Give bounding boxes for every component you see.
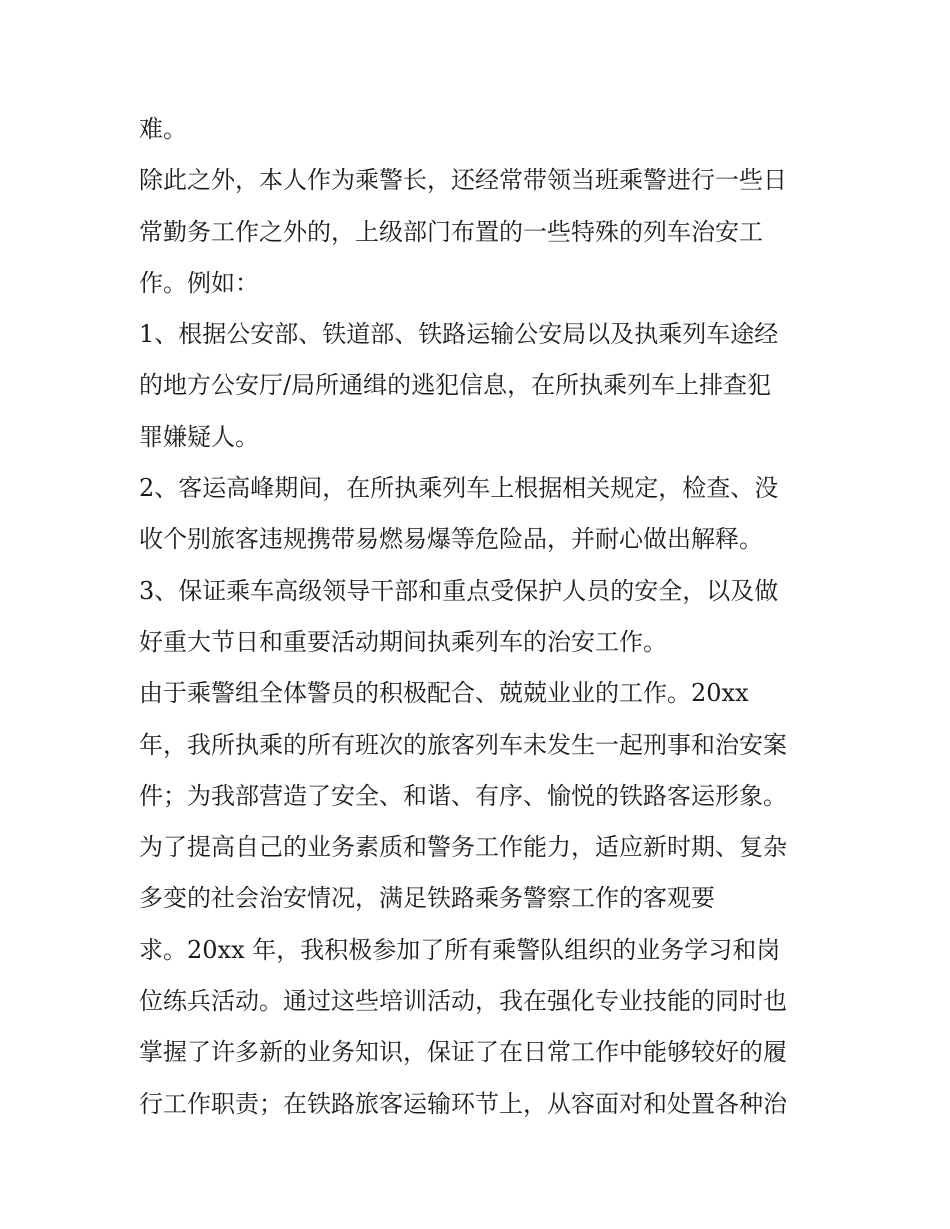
- text-line: 1、根据公安部、铁道部、铁路运输公安局以及执乘列车途经: [139, 320, 779, 349]
- text-line: 的地方公安厅/局所通缉的逃犯信息，在所执乘列车上排查犯: [139, 371, 772, 400]
- text-line: 除此之外，本人作为乘警长，还经常带领当班乘警进行一些日: [139, 166, 787, 195]
- text-line: 好重大节日和重要活动期间执乘列车的治安工作。: [139, 627, 667, 656]
- text-line: 位练兵活动。通过这些培训活动，我在强化专业技能的同时也: [139, 987, 787, 1016]
- text-line: 件；为我部营造了安全、和谐、有序、愉悦的铁路客运形象。: [139, 781, 787, 810]
- text-line: 求。20xx 年，我积极参加了所有乘警队组织的业务学习和岗: [139, 935, 781, 964]
- text-line: 常勤务工作之外的，上级部门布置的一些特殊的列车治安工: [139, 217, 763, 246]
- text-line: 收个别旅客违规携带易燃易爆等危险品，并耐心做出解释。: [139, 525, 763, 554]
- text-line: 罪嫌疑人。: [139, 422, 259, 451]
- text-line: 为了提高自己的业务素质和警务工作能力，适应新时期、复杂: [139, 833, 787, 862]
- text-line: 作。例如：: [139, 268, 259, 297]
- text-line: 2、客运高峰期间，在所执乘列车上根据相关规定，检查、没: [139, 474, 779, 503]
- text-line: 年，我所执乘的所有班次的旅客列车未发生一起刑事和治安案: [139, 730, 787, 759]
- text-line: 难。: [139, 115, 187, 143]
- text-line: 行工作职责；在铁路旅客运输环节上，从容面对和处置各种治: [139, 1089, 787, 1118]
- text-line: 掌握了许多新的业务知识，保证了在日常工作中能够较好的履: [139, 1038, 787, 1067]
- document-body: [139, 104, 819, 1130]
- text-line: 3、保证乘车高级领导干部和重点受保护人员的安全，以及做: [139, 576, 779, 605]
- text-line: 多变的社会治安情况，满足铁路乘务警察工作的客观要: [139, 884, 715, 913]
- text-line: 由于乘警组全体警员的积极配合、兢兢业业的工作。20xx: [139, 679, 749, 708]
